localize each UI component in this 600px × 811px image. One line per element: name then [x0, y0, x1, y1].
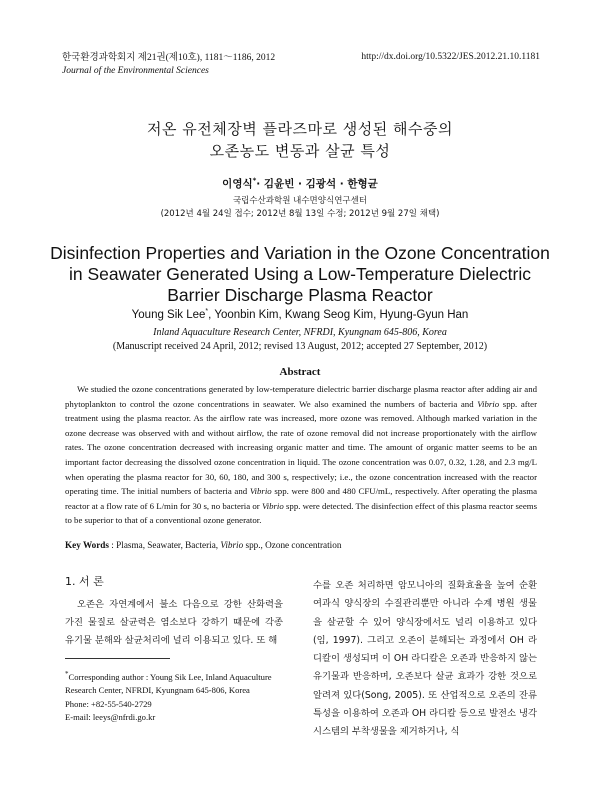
korean-authors	[0, 176, 600, 191]
doi-link[interactable]: http://dx.doi.org/10.5322/JES.2012.21.10.1181	[361, 52, 540, 62]
abstract-vibrio-2: Vibrio	[249, 486, 272, 497]
english-title-line-3: Barrier Discharge Plasma Reactor	[167, 285, 433, 305]
abstract-text-2: spp. after treatment using the plasma reactor. As the airflow rate was increased, more ozone was removed. Although marked variation in the ozone decrease was observed with and without airflow, the rate of ozone removal did not increase proportionately with the airflow rates. The ozone concentration decreased with increasing organic matter and time. The amount of organic matter seems to be an important factor decreasing the dissolved ozone concentration in liquid. The ozone concentration was 0.07, 0.32, 1.28, and 2.3 mg/L when operating the plasma reactor for 30, 60, 180, and 300 s, respectively; i.e., the ozone concentration increased with the reactor operating time. The initial numbers of bacteria and	[65, 398, 537, 497]
english-manuscript-dates: (Manuscript received 24 April, 2012; revised 13 August, 2012; accepted 27 September, 2012)	[112, 341, 488, 352]
corresponding-author-mark-en: *	[205, 308, 209, 315]
footnote-divider	[65, 658, 170, 659]
footnote-line-2: Research Center, NFRDI, Kyungnam 645-806, Korea	[65, 685, 250, 696]
keywords-label: Key Words	[65, 540, 109, 550]
english-coauthors: , Yoonbin Kim, Kwang Seog Kim, Hyung-Gyun Han	[208, 308, 469, 321]
korean-title	[0, 118, 600, 162]
korean-manuscript-dates: (2012년 4월 24일 접수; 2012년 8월 13일 수정; 2012년 9월 27일 채택)	[160, 209, 440, 219]
journal-citation-korean: 한국환경과학회지 제21권(제10호), 1181～1186, 2012	[62, 53, 276, 63]
keywords-text-1: Plasma, Seawater, Bacteria,	[116, 540, 221, 550]
english-title-line-2: in Seawater Generated Using a Low-Temperature Dielectric	[68, 264, 532, 284]
keywords-vibrio: Vibrio	[220, 540, 244, 550]
english-title-line-1: Disinfection Properties and Variation in the Ozone Concentration	[50, 243, 550, 263]
abstract-text-1: We studied the ozone concentrations generated by low-temperature dielectric barrier discharge plasma reactor after adding air and phytoplankton to control the ozone concentrations in seawater. We also examined the numbers of bacteria and	[65, 384, 537, 409]
keywords-text-2: spp., Ozone concentration	[243, 540, 342, 550]
korean-title-line-1: 저온 유전체장벽 플라즈마로 생성된 해수중의	[147, 120, 453, 138]
abstract-heading: Abstract	[279, 366, 321, 378]
abstract-text-3: spp. were 800 and 480 CFU/mL, respectively. After operating the plasma reactor at a flow rate of 6 L/min for 30 s, no bacteria or	[65, 486, 537, 511]
footnote-line-3: Phone: +82-55-540-2729	[65, 698, 152, 709]
english-authors	[0, 308, 600, 321]
abstract-vibrio-3: Vibrio	[261, 500, 284, 511]
keywords-separator: :	[109, 540, 117, 550]
english-title	[40, 243, 560, 306]
footnote	[65, 668, 290, 725]
footnote-line-1: Corresponding author : Young Sik Lee, Inland Aquaculture	[68, 671, 272, 682]
korean-title-line-2: 오존농도 변동과 살균 특성	[209, 142, 391, 160]
abstract-body	[65, 382, 537, 528]
journal-name: Journal of the Environmental Sciences	[62, 66, 209, 76]
english-lead-author: Young Sik Lee	[131, 308, 206, 321]
korean-coauthors: · 김윤빈 · 김광석 · 한형균	[256, 178, 378, 190]
footnote-line-4: E-mail: leeys@nfrdi.go.kr	[65, 712, 156, 723]
footnote-mark: *	[65, 670, 69, 678]
intro-paragraph-left: 오존은 자연계에서 불소 다음으로 강한 산화력을 가진 물질로 살균력은 염소보다 강하기 때문에 각종 유기물 분해와 살균처리에 널리 이용되고 있다. 또 해	[65, 599, 283, 646]
korean-lead-author: 이영식	[222, 178, 253, 190]
section-title-introduction: 1. 서 론	[65, 575, 104, 588]
journal-header	[62, 52, 275, 78]
abstract-vibrio-1: Vibrio	[477, 398, 500, 409]
corresponding-author-mark: *	[252, 176, 257, 185]
keywords	[65, 540, 341, 550]
korean-affiliation: 국립수산과학원 내수면양식연구센터	[232, 196, 368, 206]
abstract-text-4: spp. were detected. The disinfection effect of this plasma reactor seems to be superior to that of a conventional ozone generator.	[65, 500, 537, 526]
english-affiliation: Inland Aquaculture Research Center, NFRDI, Kyungnam 645-806, Korea	[153, 327, 447, 338]
intro-paragraph-right: 수를 오존 처리하면 암모니아의 질화효율을 높여 순환 여과식 양식장의 수질관리뿐만 아니라 수계 병원 생물을 살균할 수 있어 양식장에서도 널리 이용하고 있다(임, 1997). 그리고 오존이 분해되는 과정에서 OH 라디칼이 생성되며 이 OH 라디칼은 오존과 반응하지 않는 유기물과 반응하며, 오존보다 살균 효과가 강한 것으로 알려져 있다(Song, 2005). 또 산업적으로 오존의 잔류 특성을 이용하여 오존과 OH 라디칼 등으로 발전소 냉각 시스템의 부착생물을 제거하거나, 식	[313, 580, 537, 738]
